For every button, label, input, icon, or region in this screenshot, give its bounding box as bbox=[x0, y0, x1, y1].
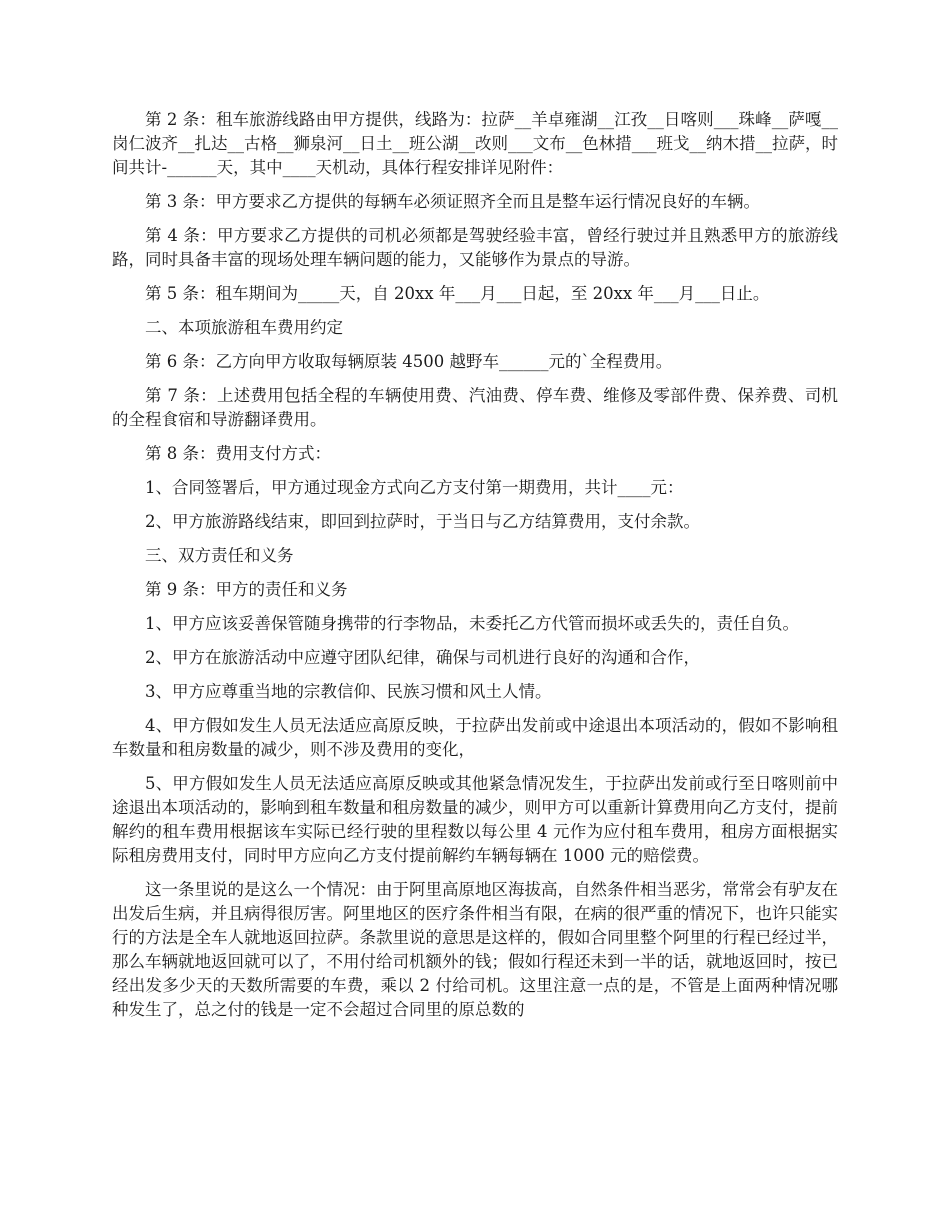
clause-9-item-3: 3、甲方应尊重当地的宗教信仰、民族习惯和风土人情。 bbox=[145, 682, 552, 701]
clause-6: 第 6 条：乙方向甲方收取每辆原装 4500 越野车______元的`全程费用。 bbox=[145, 352, 673, 371]
clause-5: 第 5 条：租车期间为_____天，自 20xx 年___月___日起，至 20xx 年___月___日止。 bbox=[145, 284, 770, 303]
explanatory-note: 这一条里说的是这么一个情况：由于阿里高原地区海拔高，自然条件相当恶劣，常常会有驴友在出发后生病，并且病得很厉害。阿里地区的医疗条件相当有限，在病的很严重的情况下，也许只能实行的方法是全车人就地返回拉萨。条款里说的意思是这样的，假如合同里整个阿里的行程已经过半，那么车辆就地返回就可以了，不用付给司机额外的钱；假如行程还未到一半的话，就地返回时，按已经出发多少天的天数所需要的车费，乘以 2 付给司机。这里注意一点的是，不管是上面两种情况哪种发生了，总之付的钱是一定不会超过合同里的原总数的 bbox=[112, 880, 838, 1019]
clause-8: 第 8 条：费用支付方式： bbox=[145, 444, 331, 463]
section-heading-fees: 二、本项旅游租车费用约定 bbox=[145, 318, 343, 337]
clause-8-item-2: 2、甲方旅游路线结束，即回到拉萨时，于当日与乙方结算费用，支付余款。 bbox=[145, 512, 700, 531]
clause-9-item-2: 2、甲方在旅游活动中应遵守团队纪律，确保与司机进行良好的沟通和合作， bbox=[145, 648, 700, 667]
clause-4: 第 4 条：甲方要求乙方提供的司机必须都是驾驶经验丰富，曾经行驶过并且熟悉甲方的旅游线路，同时具备丰富的现场处理车辆问题的能力，又能够作为景点的导游。 bbox=[112, 226, 838, 269]
clause-9-item-4: 4、甲方假如发生人员无法适应高原反映，于拉萨出发前或中途退出本项活动的，假如不影响租车数量和租房数量的减少，则不涉及费用的变化， bbox=[112, 716, 838, 759]
section-heading-duties: 三、双方责任和义务 bbox=[145, 546, 294, 565]
clause-7: 第 7 条：上述费用包括全程的车辆使用费、汽油费、停车费、维修及零部件费、保养费、司机的全程食宿和导游翻译费用。 bbox=[112, 386, 838, 429]
document-body bbox=[112, 108, 838, 1032]
clause-2: 第 2 条：租车旅游线路由甲方提供，线路为：拉萨__羊卓雍湖__江孜__日喀则___珠峰__萨嘎__岗仁波齐__扎达__古格__狮泉河__日土__班公湖__改则___文布__色林措___班戈__纳木措__拉萨，时间共计-______天，其中____天机动，具体行程安排详见附件： bbox=[112, 110, 838, 177]
clause-9-item-1: 1、甲方应该妥善保管随身携带的行李物品，未委托乙方代管而损坏或丢失的，责任自负。 bbox=[145, 614, 799, 633]
clause-9-item-5: 5、甲方假如发生人员无法适应高原反映或其他紧急情况发生，于拉萨出发前或行至日喀则前中途退出本项活动的，影响到租车数量和租房数量的减少，则甲方可以重新计算费用向乙方支付，提前解约的租车费用根据该车实际已经行驶的里程数以每公里 4 元作为应付租车费用，租房方面根据实际租房费用支付，同时甲方应向乙方支付提前解约车辆每辆在 1000 元的赔偿费。 bbox=[112, 774, 838, 865]
clause-3: 第 3 条：甲方要求乙方提供的每辆车必须证照齐全而且是整车运行情况良好的车辆。 bbox=[145, 192, 760, 211]
clause-8-item-1: 1、合同签署后，甲方通过现金方式向乙方支付第一期费用，共计____元： bbox=[145, 478, 684, 497]
clause-9: 第 9 条：甲方的责任和义务 bbox=[145, 580, 348, 599]
